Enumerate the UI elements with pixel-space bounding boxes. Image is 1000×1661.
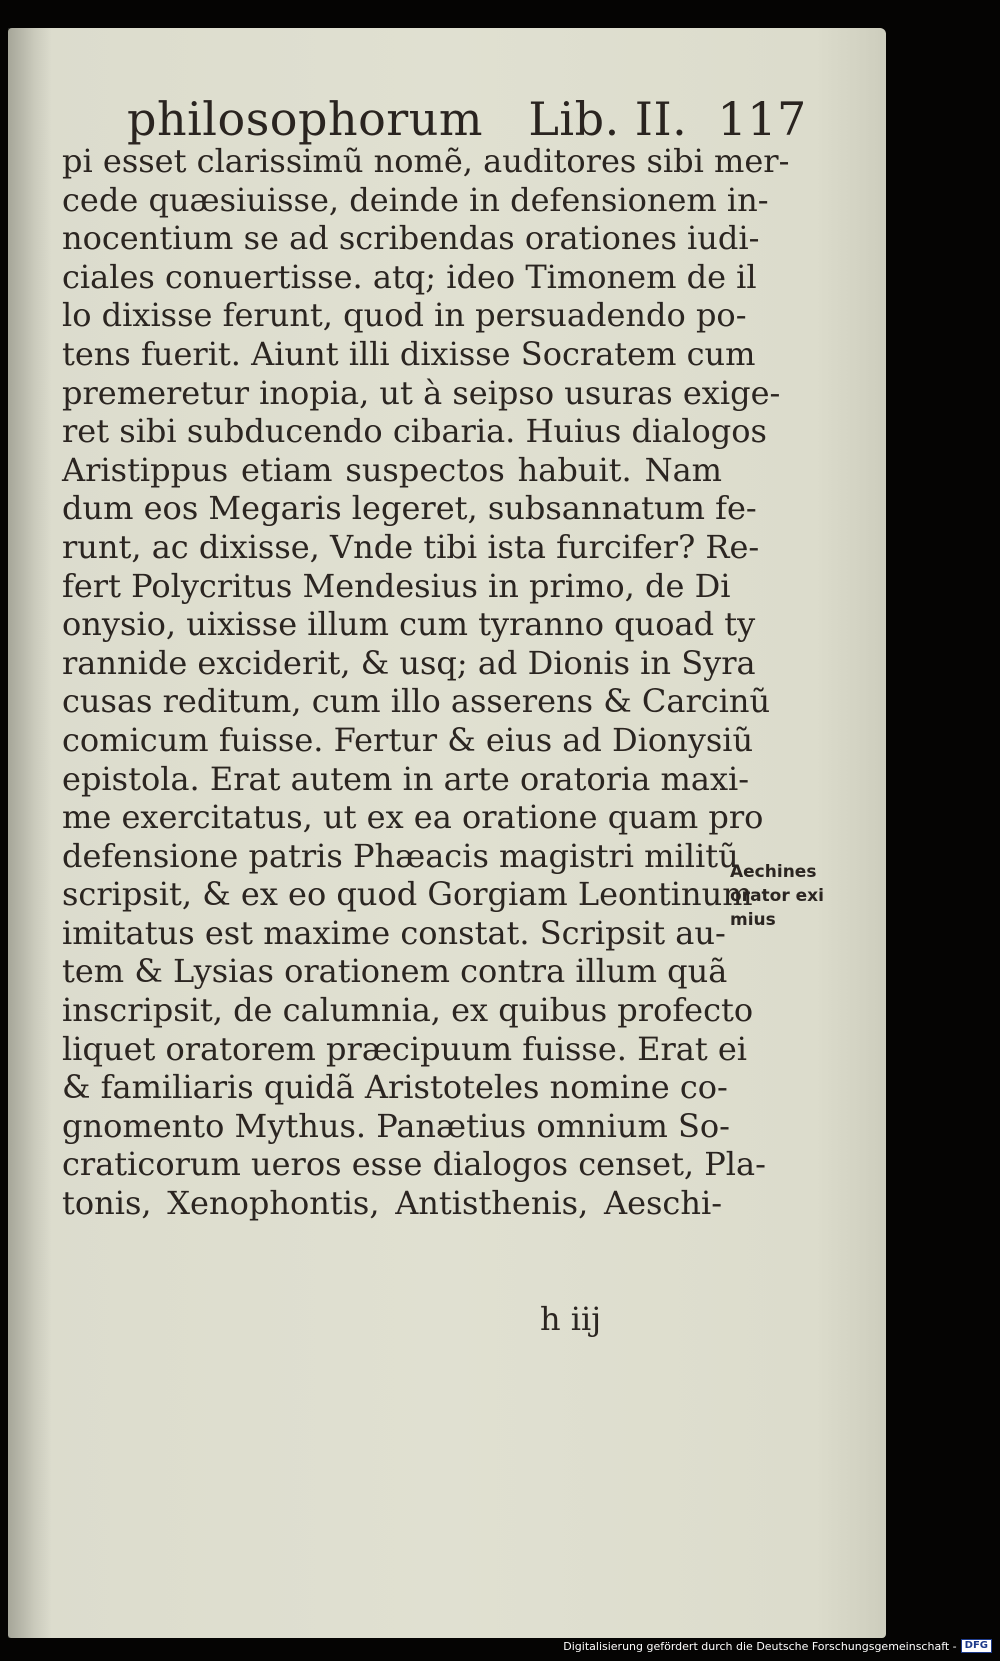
text-line: runt, ac dixisse, Vnde tibi ista furcifer? Re- [62,527,760,566]
text-line: nocentium se ad scribendas orationes iudi- [62,219,760,258]
marginal-note-line: mius [730,910,776,930]
text-line: inscripsit, de calumnia, ex quibus profecto [62,991,754,1030]
text-line: cusas reditum, cum illo asserens & Carcinũ [62,682,771,721]
gutter-shadow [8,28,52,1638]
text-line: me exercitatus, ut ex ea oratione quam pro [62,798,764,837]
text-line: fert Polycritus Mendesius in primo, de Di [62,566,731,605]
text-line: gnomento Mythus. Panætius omnium So- [62,1106,730,1145]
text-line: tem & Lysias orationem contra illum quã [62,952,728,991]
text-line: premeretur inopia, ut à seipso usuras exige- [62,373,781,412]
text-line: onysio, uixisse illum cum tyranno quoad ty [62,605,756,644]
text-line: dum eos Megaris legeret, subsannatum fe- [62,489,757,528]
text-line: lo dixisse ferunt, quod in persuadendo po- [62,296,747,335]
text-line: cede quæsiuisse, deinde in defensionem in- [62,180,769,219]
text-line: ciales conuertisse. atq; ideo Timonem de il [62,257,757,296]
text-line: & familiaris quidã Aristoteles nomine co- [62,1068,728,1107]
text-line: tens fuerit. Aiunt illi dixisse Socratem cum [62,334,756,373]
signature-mark: h iij [540,1300,602,1338]
text-line: imitatus est maxime constat. Scripsit au- [62,913,726,952]
text-line: defensione patris Phæacis magistri militũ [62,836,739,875]
text-line: craticorum ueros esse dialogos censet, Pla- [62,1145,766,1184]
text-line: epistola. Erat autem in arte oratoria maxi- [62,759,750,798]
text-line: tonis, Xenophontis, Antisthenis, Aeschi- [62,1184,722,1223]
text-line: rannide exciderit, & usq; ad Dionis in Syra [62,643,756,682]
text-line: ret sibi subducendo cibaria. Huius dialogos [62,412,767,451]
credit-text: Digitalisierung gefördert durch die Deutsche Forschungsgemeinschaft - [563,1639,957,1653]
running-head: philosophorum Lib. II. 117 [127,92,807,146]
marginal-note-line: Aechines [730,862,817,882]
marginal-note-line: orator exi [730,886,824,906]
text-line: scripsit, & ex eo quod Gorgiam Leontinum [62,875,753,914]
marginal-note [730,860,824,932]
text-line: liquet oratorem præcipuum fuisse. Erat ei [62,1029,748,1068]
text-line: Aristippus etiam suspectos habuit. Nam [62,450,722,489]
text-line: comicum fuisse. Fertur & eius ad Dionysiũ [62,720,754,759]
dfg-logo: DFG [961,1639,992,1653]
digitization-credit [563,1639,992,1653]
text-line: pi esset clarissimũ nomẽ, auditores sibi mer- [62,142,790,180]
